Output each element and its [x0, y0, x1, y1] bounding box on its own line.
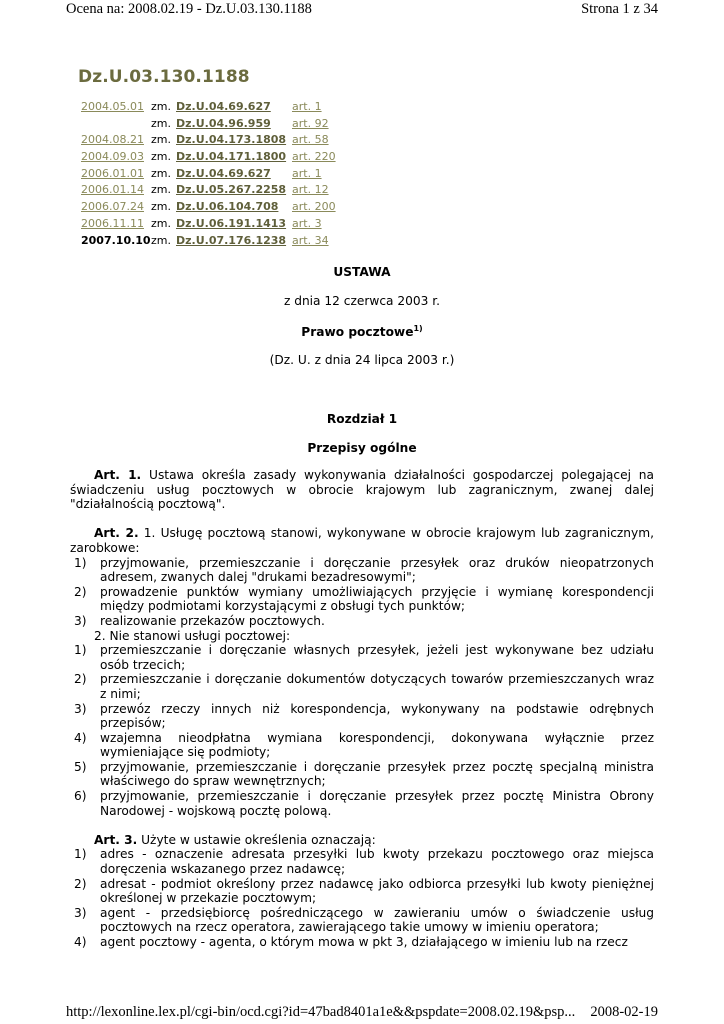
amendment-row — [81, 99, 441, 116]
list-item-number: 2) — [74, 672, 87, 687]
amendment-ref-link[interactable]: Dz.U.05.267.2258 — [176, 183, 287, 197]
list-item-text: agent pocztowy - agenta, o którym mowa w pkt 3, działającego w imieniu lub na rzecz — [100, 935, 628, 949]
amendment-date[interactable]: 2006.07.24 — [81, 200, 144, 214]
article-2-intro-text: 1. Usługę pocztową stanowi, wykonywane w obrocie krajowym lub zagranicznym, zarobkowe: — [70, 526, 654, 555]
list-item-text: przyjmowanie, przemieszczanie i doręczanie przesyłek przez pocztę specjalną ministra właściwego do spraw wewnętrznych; — [100, 759, 654, 789]
list-item-text: przemieszczanie i doręczanie dokumentów dotyczących towarów przemieszczanych wraz z nimi; — [100, 672, 654, 701]
amendment-zm: zm. — [151, 166, 171, 180]
list-item-number: 4) — [74, 935, 87, 949]
amendment-date[interactable]: 2006.01.14 — [81, 183, 144, 197]
amendments-list — [81, 99, 441, 249]
amendment-ref-link[interactable]: Dz.U.04.69.627 — [176, 166, 271, 180]
list-item-number: 5) — [74, 759, 87, 774]
list-item-text: przemieszczanie i doręczanie własnych przesyłek, jeżeli jest wykonywane bez udziału osób trzecich; — [100, 643, 654, 672]
amendment-zm: zm. — [151, 116, 171, 130]
list-item-text: przyjmowanie, przemieszczanie i doręczanie przesyłek przez pocztę Ministra Obrony Narodowej - wojskową pocztę polową. — [100, 789, 654, 818]
amendment-article-link[interactable]: art. 92 — [292, 116, 329, 130]
amendment-ref-link[interactable]: Dz.U.04.69.627 — [176, 100, 271, 113]
article-2-items-1 — [70, 556, 654, 629]
amendment-date[interactable]: 2004.08.21 — [81, 133, 144, 147]
amendment-ref-link[interactable]: Dz.U.06.191.1413 — [176, 216, 287, 230]
amendment-date: 2007.10.10 — [81, 233, 151, 247]
amendment-article-link[interactable]: art. 1 — [292, 166, 322, 180]
amendment-zm: zm. — [151, 200, 171, 214]
amendment-zm: zm. — [151, 233, 171, 247]
article-2-intro — [70, 526, 654, 555]
amendment-row — [81, 182, 441, 199]
amendment-row — [81, 132, 441, 149]
article-3-intro — [70, 833, 654, 848]
document-title: Dz.U.03.130.1188 — [78, 67, 250, 87]
act-name — [70, 324, 654, 339]
list-item-number: 6) — [74, 789, 87, 804]
list-item-text: realizowanie przekazów pocztowych. — [100, 613, 325, 628]
page-header — [0, 1, 724, 19]
article-1-label: Art. 1. — [94, 468, 142, 482]
article-2-label: Art. 2. — [94, 526, 139, 541]
amendment-article-link[interactable]: art. 220 — [292, 150, 336, 164]
article-1 — [70, 468, 654, 512]
amendment-article-link[interactable]: art. 3 — [292, 216, 322, 230]
amendment-row — [81, 199, 441, 216]
amendment-date[interactable]: 2004.05.01 — [81, 100, 144, 113]
list-item-number: 3) — [74, 905, 87, 920]
article-2-sub2: 2. Nie stanowi usługi pocztowej: — [94, 628, 291, 643]
amendment-article-link[interactable]: art. 12 — [292, 183, 329, 197]
list-item-number: 1) — [74, 643, 87, 658]
chapter-number: Rozdział 1 — [326, 412, 398, 426]
amendment-ref-link[interactable]: Dz.U.04.96.959 — [176, 116, 271, 130]
list-item — [70, 702, 654, 731]
amendment-article-link[interactable]: art. 1 — [292, 100, 322, 113]
list-item-number: 2) — [74, 584, 87, 599]
list-item — [70, 847, 654, 876]
article-3-items — [70, 847, 654, 949]
act-name-text: Prawo pocztowe — [301, 325, 414, 340]
list-item-number: 4) — [74, 730, 87, 745]
amendment-date[interactable]: 2006.11.11 — [81, 216, 144, 230]
amendment-article-link[interactable]: art. 200 — [292, 200, 336, 214]
amendment-ref-link[interactable]: Dz.U.07.176.1238 — [176, 233, 287, 247]
list-item-text: wzajemna nieodpłatna wymiana korespondencji, dokonywana wyłącznie przez wymieniające się podmioty; — [100, 730, 654, 760]
article-3-intro-text: Użyte w ustawie określenia oznaczają: — [137, 832, 376, 847]
list-item — [70, 585, 654, 614]
page-footer — [0, 1004, 724, 1022]
amendment-ref-link[interactable]: Dz.U.04.173.1808 — [176, 133, 287, 147]
amendment-zm: zm. — [151, 183, 171, 197]
list-item — [70, 731, 654, 760]
footer-date: 2008-02-19 — [590, 1004, 658, 1020]
list-item — [70, 672, 654, 701]
amendment-row — [81, 149, 441, 166]
chapter-title: Przepisy ogólne — [307, 441, 417, 455]
list-item-number: 1) — [74, 847, 87, 862]
amendment-article-link[interactable]: art. 58 — [292, 133, 329, 147]
list-item-number: 2) — [74, 876, 87, 891]
amendment-zm: zm. — [151, 133, 171, 147]
amendment-row — [81, 216, 441, 233]
footer-url[interactable]: http://lexonline.lex.pl/cgi-bin/ocd.cgi?id=47bad8401a1e&&pspdate=2008.02.19&psp... — [66, 1004, 576, 1020]
list-item-number: 3) — [74, 701, 87, 716]
list-item-text: adres - oznaczenie adresata przesyłki lub kwoty przekazu pocztowego oraz miejsca doręczenia wskazanego przez nadawcę; — [100, 847, 654, 877]
list-item — [70, 643, 654, 672]
list-item — [70, 556, 654, 585]
article-3-label: Art. 3. — [94, 832, 138, 847]
list-item — [70, 935, 654, 950]
amendment-date[interactable]: 2004.09.03 — [81, 150, 144, 164]
list-item-text: prowadzenie punktów wymiany umożliwiających przyjęcie i wymianę korespondencji między podmiotami korzystającymi z obsługi tych punktów; — [100, 584, 654, 614]
list-item-number: 3) — [74, 613, 87, 628]
amendment-zm: zm. — [151, 150, 171, 164]
list-item — [70, 877, 654, 906]
list-item-text: przyjmowanie, przemieszczanie i doręczanie przesyłek oraz druków nieopatrzonych adresem, zwanych dalej "drukami bezadresowymi"; — [100, 555, 654, 585]
amendment-date[interactable]: 2006.01.01 — [81, 166, 144, 180]
list-item — [70, 614, 654, 629]
header-assessment-date: Ocena na: 2008.02.19 - Dz.U.03.130.1188 — [66, 1, 312, 17]
list-item-text: agent - przedsiębiorcę pośredniczącego w zawieraniu umów o świadczenie usług pocztowych na rzecz operatora, zawierającego takie umowy w imieniu operatora; — [100, 905, 654, 935]
list-item — [70, 906, 654, 935]
amendment-row — [81, 233, 441, 250]
act-date: z dnia 12 czerwca 2003 r. — [283, 294, 441, 308]
amendment-row — [81, 166, 441, 183]
amendment-row — [81, 116, 441, 133]
list-item — [70, 760, 654, 789]
amendment-zm: zm. — [151, 216, 171, 230]
list-item — [70, 789, 654, 818]
amendment-zm: zm. — [151, 100, 171, 113]
list-item-text: przewóz rzeczy innych niż korespondencja, wykonywany na podstawie odrębnych przepisów; — [100, 701, 654, 731]
header-page-counter: Strona 1 z 34 — [581, 1, 658, 17]
article-2-items-2 — [70, 643, 654, 818]
amendment-article-link[interactable]: art. 34 — [292, 233, 329, 247]
act-source: (Dz. U. z dnia 24 lipca 2003 r.) — [269, 353, 455, 367]
article-1-text: Ustawa określa zasady wykonywania działalności gospodarczej polegającej na świadczeniu usług pocztowych w obrocie krajowym lub zagranicznym, zwanej dalej "działalnością pocztową". — [70, 468, 654, 512]
document-body — [70, 468, 654, 950]
amendment-ref-link[interactable]: Dz.U.06.104.708 — [176, 200, 279, 214]
list-item-text: adresat - podmiot określony przez nadawcę jako odbiorca przesyłki lub kwoty pieniężnej określonej w przekazie pocztowym; — [100, 876, 654, 906]
amendment-ref-link[interactable]: Dz.U.04.171.1800 — [176, 150, 287, 164]
list-item-number: 1) — [74, 555, 87, 570]
act-name-footnote[interactable]: 1) — [413, 324, 423, 333]
act-type: USTAWA — [333, 265, 391, 279]
